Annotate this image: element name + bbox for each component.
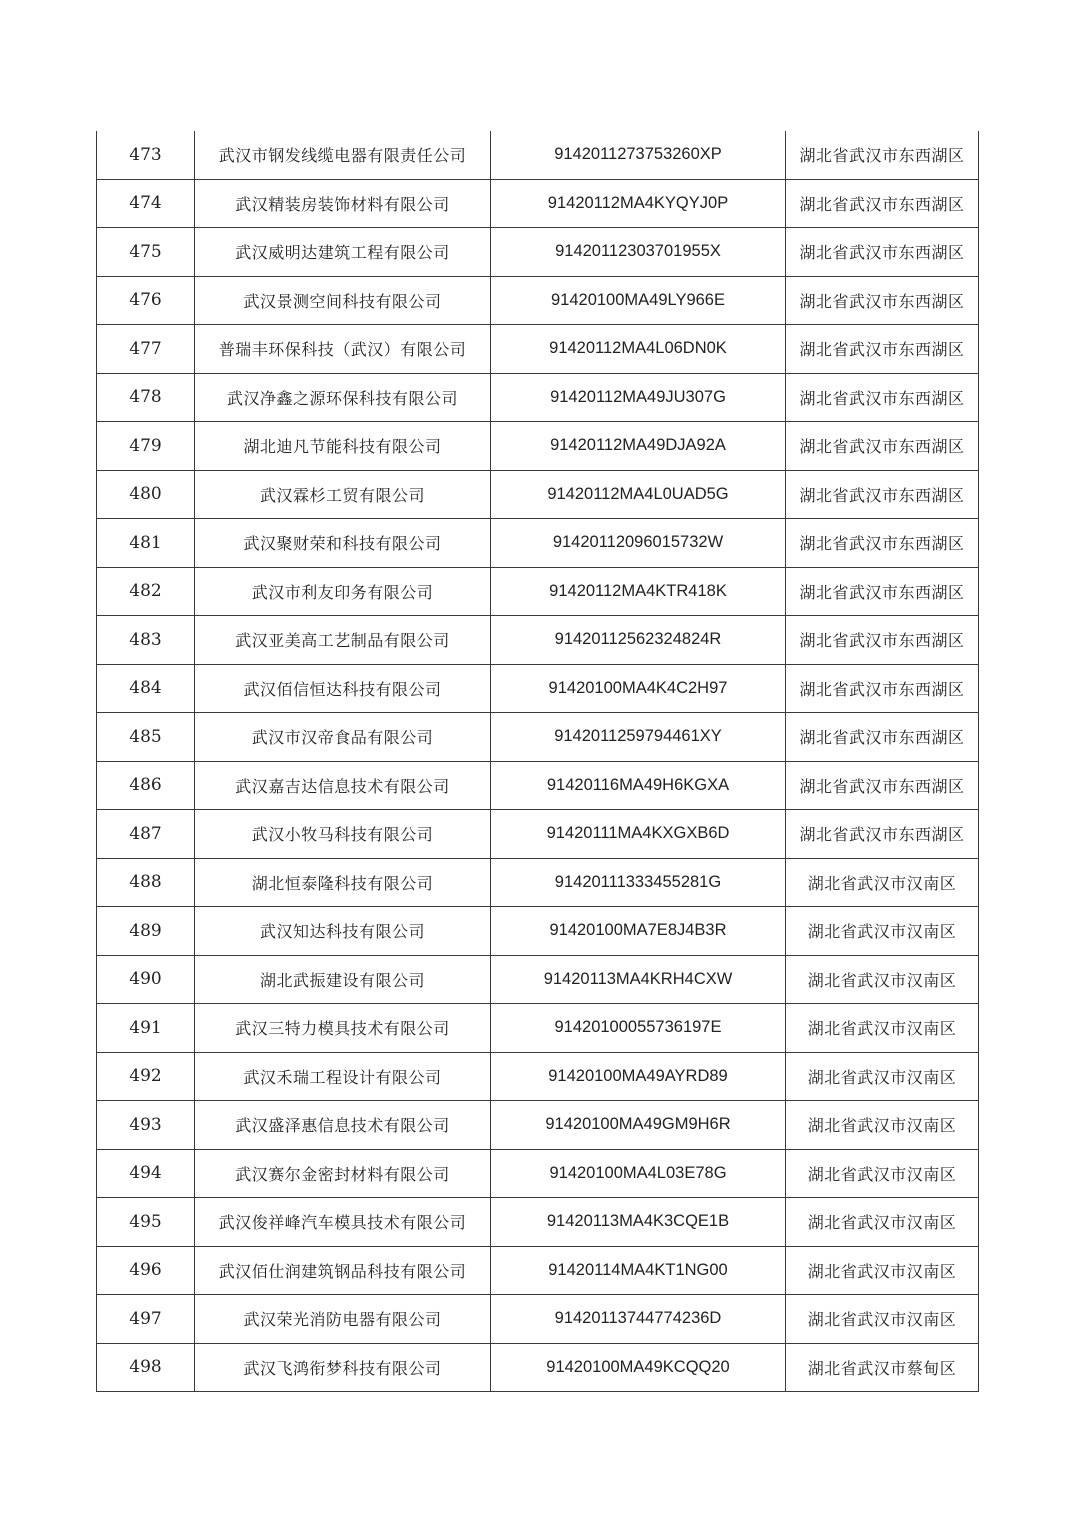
company-name: 武汉市汉帝食品有限公司	[195, 713, 491, 762]
region: 湖北省武汉市东西湖区	[786, 373, 979, 422]
region: 湖北省武汉市汉南区	[786, 1052, 979, 1101]
region: 湖北省武汉市蔡甸区	[786, 1343, 979, 1392]
region: 湖北省武汉市东西湖区	[786, 179, 979, 228]
region: 湖北省武汉市汉南区	[786, 907, 979, 956]
credit-code: 91420111333455281G	[491, 858, 786, 907]
credit-code: 91420112MA49JU307G	[491, 373, 786, 422]
credit-code: 91420113744774236D	[491, 1295, 786, 1344]
credit-code: 91420112MA4KYQYJ0P	[491, 179, 786, 228]
row-number: 481	[97, 519, 195, 568]
table-row	[97, 470, 979, 519]
region: 湖北省武汉市东西湖区	[786, 761, 979, 810]
table-row	[97, 1198, 979, 1247]
table-row	[97, 519, 979, 568]
table-row	[97, 228, 979, 277]
table-row	[97, 325, 979, 374]
company-name: 武汉飞鸿衔梦科技有限公司	[195, 1343, 491, 1392]
company-name: 武汉荣光消防电器有限公司	[195, 1295, 491, 1344]
credit-code: 91420116MA49H6KGXA	[491, 761, 786, 810]
table-row	[97, 422, 979, 471]
table-row	[97, 858, 979, 907]
row-number: 477	[97, 325, 195, 374]
credit-code: 91420100MA7E8J4B3R	[491, 907, 786, 956]
company-name: 武汉嘉吉达信息技术有限公司	[195, 761, 491, 810]
row-number: 484	[97, 664, 195, 713]
row-number: 489	[97, 907, 195, 956]
company-name: 武汉亚美高工艺制品有限公司	[195, 616, 491, 665]
region: 湖北省武汉市汉南区	[786, 1004, 979, 1053]
region: 湖北省武汉市汉南区	[786, 1295, 979, 1344]
region: 湖北省武汉市东西湖区	[786, 616, 979, 665]
region: 湖北省武汉市东西湖区	[786, 228, 979, 277]
row-number: 476	[97, 276, 195, 325]
row-number: 494	[97, 1149, 195, 1198]
company-name: 武汉盛泽惠信息技术有限公司	[195, 1101, 491, 1150]
company-name: 武汉景测空间科技有限公司	[195, 276, 491, 325]
row-number: 482	[97, 567, 195, 616]
region: 湖北省武汉市东西湖区	[786, 810, 979, 859]
credit-code: 91420112MA4KTR418K	[491, 567, 786, 616]
table-row	[97, 131, 979, 179]
table-body	[97, 131, 979, 1392]
row-number: 486	[97, 761, 195, 810]
credit-code: 91420112MA4L06DN0K	[491, 325, 786, 374]
table-row	[97, 810, 979, 859]
credit-code: 91420100MA4L03E78G	[491, 1149, 786, 1198]
credit-code: 91420112096015732W	[491, 519, 786, 568]
credit-code: 91420111MA4KXGXB6D	[491, 810, 786, 859]
row-number: 498	[97, 1343, 195, 1392]
table-row	[97, 713, 979, 762]
row-number: 491	[97, 1004, 195, 1053]
credit-code: 91420100MA4K4C2H97	[491, 664, 786, 713]
company-name: 武汉禾瑞工程设计有限公司	[195, 1052, 491, 1101]
company-name: 武汉霖杉工贸有限公司	[195, 470, 491, 519]
row-number: 487	[97, 810, 195, 859]
row-number: 497	[97, 1295, 195, 1344]
table-row	[97, 373, 979, 422]
region: 湖北省武汉市东西湖区	[786, 325, 979, 374]
company-name: 湖北恒泰隆科技有限公司	[195, 858, 491, 907]
credit-code: 91420100MA49GM9H6R	[491, 1101, 786, 1150]
region: 湖北省武汉市汉南区	[786, 858, 979, 907]
credit-code: 91420112562324824R	[491, 616, 786, 665]
table-row	[97, 761, 979, 810]
table-row	[97, 616, 979, 665]
region: 湖北省武汉市东西湖区	[786, 664, 979, 713]
company-name: 普瑞丰环保科技（武汉）有限公司	[195, 325, 491, 374]
region: 湖北省武汉市汉南区	[786, 1149, 979, 1198]
credit-code: 91420100055736197E	[491, 1004, 786, 1053]
table-row	[97, 1343, 979, 1392]
company-name: 武汉市利友印务有限公司	[195, 567, 491, 616]
table-row	[97, 567, 979, 616]
row-number: 492	[97, 1052, 195, 1101]
company-name: 武汉知达科技有限公司	[195, 907, 491, 956]
company-name: 武汉三特力模具技术有限公司	[195, 1004, 491, 1053]
table-row	[97, 276, 979, 325]
table-row	[97, 1004, 979, 1053]
table-row	[97, 664, 979, 713]
company-name: 武汉佰信恒达科技有限公司	[195, 664, 491, 713]
credit-code: 9142011259794461XY	[491, 713, 786, 762]
table-row	[97, 907, 979, 956]
credit-code: 91420112303701955X	[491, 228, 786, 277]
region: 湖北省武汉市东西湖区	[786, 470, 979, 519]
row-number: 474	[97, 179, 195, 228]
company-name: 武汉聚财荣和科技有限公司	[195, 519, 491, 568]
row-number: 480	[97, 470, 195, 519]
company-name: 湖北武振建设有限公司	[195, 955, 491, 1004]
credit-code: 91420112MA4L0UAD5G	[491, 470, 786, 519]
row-number: 478	[97, 373, 195, 422]
table-row	[97, 1149, 979, 1198]
row-number: 479	[97, 422, 195, 471]
company-name: 武汉佰仕润建筑钢品科技有限公司	[195, 1246, 491, 1295]
company-list-table	[96, 131, 979, 1392]
table-row	[97, 955, 979, 1004]
table-row	[97, 1052, 979, 1101]
row-number: 496	[97, 1246, 195, 1295]
table-row	[97, 1101, 979, 1150]
region: 湖北省武汉市东西湖区	[786, 131, 979, 179]
company-name: 武汉威明达建筑工程有限公司	[195, 228, 491, 277]
region: 湖北省武汉市汉南区	[786, 955, 979, 1004]
credit-code: 91420112MA49DJA92A	[491, 422, 786, 471]
region: 湖北省武汉市东西湖区	[786, 519, 979, 568]
region: 湖北省武汉市汉南区	[786, 1198, 979, 1247]
company-name: 武汉小牧马科技有限公司	[195, 810, 491, 859]
table-row	[97, 179, 979, 228]
row-number: 488	[97, 858, 195, 907]
credit-code: 91420113MA4K3CQE1B	[491, 1198, 786, 1247]
credit-code: 9142011273753260XP	[491, 131, 786, 179]
company-name: 湖北迪凡节能科技有限公司	[195, 422, 491, 471]
company-name: 武汉精装房装饰材料有限公司	[195, 179, 491, 228]
company-name: 武汉净鑫之源环保科技有限公司	[195, 373, 491, 422]
row-number: 483	[97, 616, 195, 665]
table-row	[97, 1295, 979, 1344]
credit-code: 91420100MA49KCQQ20	[491, 1343, 786, 1392]
company-name: 武汉俊祥峰汽车模具技术有限公司	[195, 1198, 491, 1247]
company-name: 武汉赛尔金密封材料有限公司	[195, 1149, 491, 1198]
company-name: 武汉市钢发线缆电器有限责任公司	[195, 131, 491, 179]
region: 湖北省武汉市东西湖区	[786, 567, 979, 616]
row-number: 473	[97, 131, 195, 179]
region: 湖北省武汉市汉南区	[786, 1101, 979, 1150]
region: 湖北省武汉市东西湖区	[786, 276, 979, 325]
row-number: 485	[97, 713, 195, 762]
row-number: 490	[97, 955, 195, 1004]
credit-code: 91420100MA49AYRD89	[491, 1052, 786, 1101]
table-row	[97, 1246, 979, 1295]
row-number: 493	[97, 1101, 195, 1150]
credit-code: 91420113MA4KRH4CXW	[491, 955, 786, 1004]
row-number: 475	[97, 228, 195, 277]
region: 湖北省武汉市汉南区	[786, 1246, 979, 1295]
row-number: 495	[97, 1198, 195, 1247]
credit-code: 91420100MA49LY966E	[491, 276, 786, 325]
credit-code: 91420114MA4KT1NG00	[491, 1246, 786, 1295]
region: 湖北省武汉市东西湖区	[786, 713, 979, 762]
region: 湖北省武汉市东西湖区	[786, 422, 979, 471]
